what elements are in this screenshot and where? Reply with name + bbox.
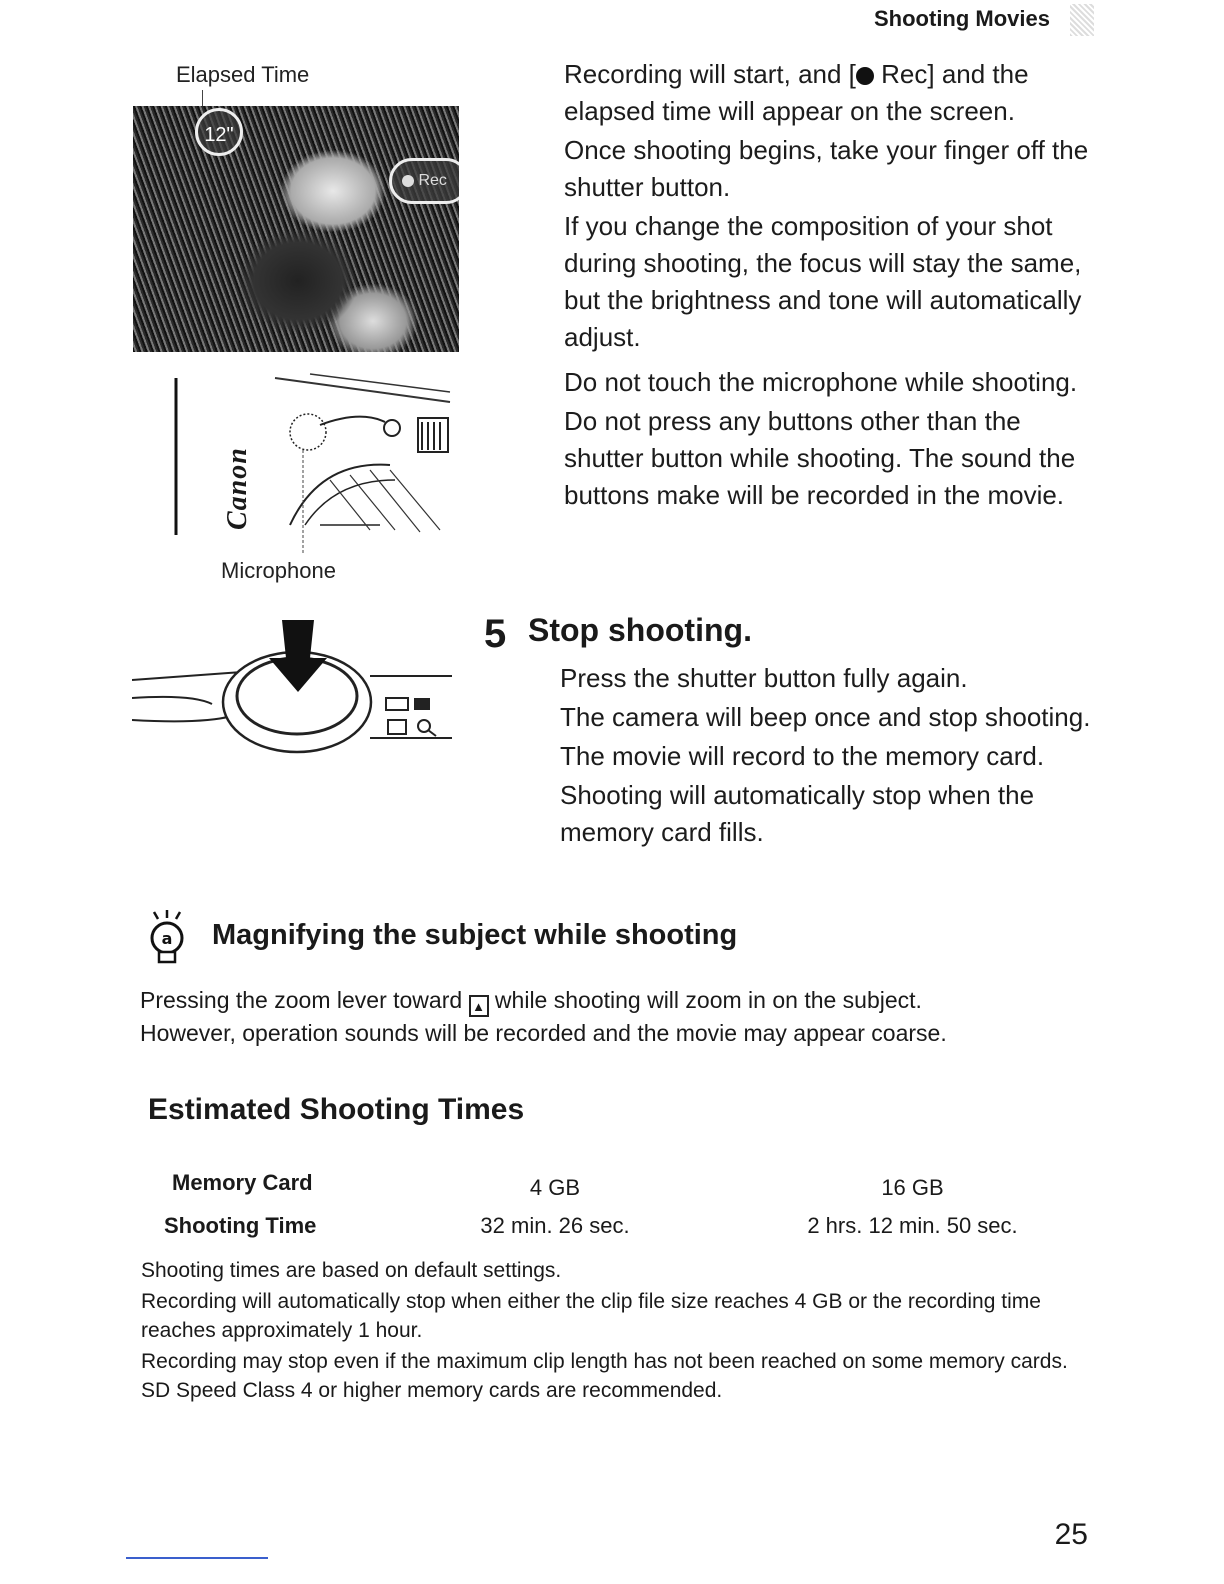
step5-text — [560, 660, 1105, 853]
zoom-telephoto-icon: ▲ — [469, 995, 489, 1017]
step-number: 5 — [484, 612, 507, 656]
step-title: Stop shooting. — [528, 612, 752, 648]
step5-paragraph: Shooting will automatically stop when the memory card fills. — [560, 780, 1035, 847]
camera-brand-logo: Canon — [222, 447, 253, 530]
step4-paragraph: If you change the composition of your shot during shooting, the focus will stay the same, but the brightness and tone will automatically adjust. — [564, 211, 1082, 352]
shutter-press-drawing — [132, 616, 462, 756]
tip-line: Pressing the zoom lever toward ▲ while shooting will zoom in on the subject. — [140, 984, 1100, 1017]
footer-rule — [126, 1557, 268, 1559]
table-row-label: Shooting Time — [164, 1213, 317, 1238]
tip-text — [140, 984, 1100, 1050]
lightbulb-tip-icon — [146, 910, 188, 966]
microphone-label: Microphone — [221, 558, 336, 583]
table-row-label: Memory Card — [172, 1170, 313, 1195]
table-cell: 32 min. 26 sec. — [480, 1213, 630, 1238]
step4-text — [564, 56, 1104, 516]
note-item: Recording may stop even if the maximum clip length has not been reached on some memory cards. SD Speed Class 4 or higher memory cards are recommended. — [141, 1350, 1068, 1402]
table-cell: 16 GB — [881, 1175, 944, 1200]
rec-indicator-overlay: Rec — [389, 158, 459, 204]
step4-paragraph: Do not press any buttons other than the shutter button while shooting. The sound the buttons make will be recorded in the movie. — [564, 406, 1076, 510]
step5-paragraph: The movie will record to the memory card. — [560, 741, 1045, 771]
header-edge-mark — [1070, 4, 1094, 36]
step5-paragraph: The camera will beep once and stop shooting. — [560, 702, 1091, 732]
record-dot-icon — [856, 67, 874, 85]
screen-photo — [133, 106, 459, 352]
step4-paragraph-rec: Recording will start, and [ Rec] and the elapsed time will appear on the screen. — [564, 59, 1029, 126]
notes — [141, 1256, 1081, 1407]
page-number: 25 — [1054, 1518, 1088, 1551]
step4-paragraph: Once shooting begins, take your finger off the shutter button. — [564, 135, 1089, 202]
section-title: Estimated Shooting Times — [148, 1093, 525, 1126]
elapsed-time-label: Elapsed Time — [176, 62, 310, 87]
rec-dot-icon — [402, 175, 414, 187]
camera-microphone-drawing — [170, 370, 470, 560]
table-cell: 2 hrs. 12 min. 50 sec. — [807, 1213, 1018, 1238]
table-cell: 4 GB — [529, 1175, 581, 1200]
note-item: Recording will automatically stop when either the clip file size reaches 4 GB or the recording time reaches approximately 1 hour. — [141, 1290, 1041, 1342]
note-item: Shooting times are based on default settings. — [141, 1259, 562, 1282]
elapsed-time-overlay: 12" — [195, 108, 243, 156]
step5-paragraph: Press the shutter button fully again. — [560, 663, 968, 693]
tip-title: Magnifying the subject while shooting — [212, 919, 738, 951]
svg-text:a: a — [161, 929, 173, 948]
page-header-title: Shooting Movies — [874, 6, 1050, 31]
step4-paragraph: Do not touch the microphone while shooting. — [564, 367, 1078, 397]
tip-line: However, operation sounds will be recorded and the movie may appear coarse. — [140, 1020, 947, 1046]
